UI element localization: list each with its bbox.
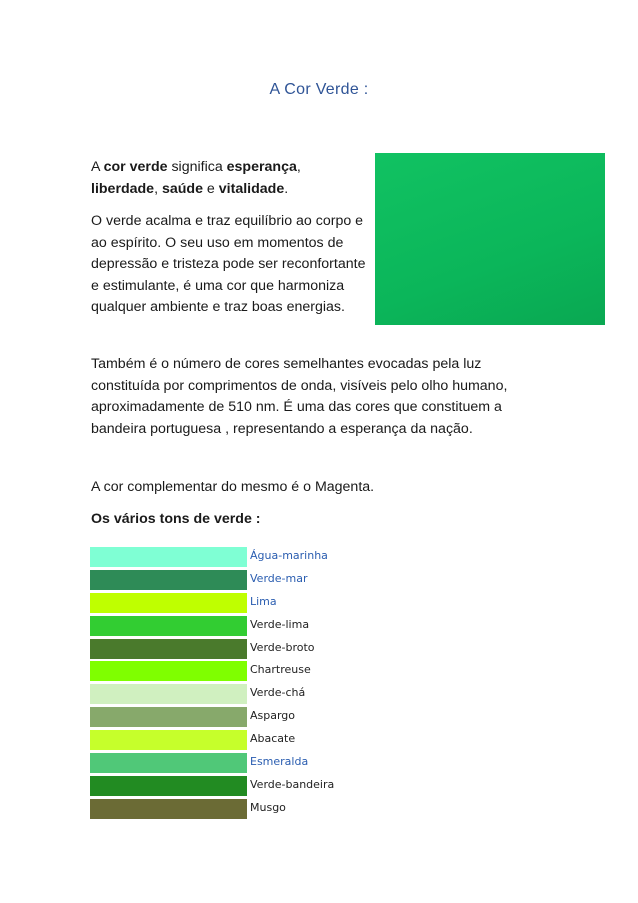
tone-row <box>90 683 340 706</box>
tone-row <box>90 752 340 775</box>
tone-row <box>90 706 340 729</box>
green-color-swatch <box>375 153 605 325</box>
tone-row <box>90 660 340 683</box>
tone-label-link[interactable]: Lima <box>250 594 277 608</box>
tone-label: Abacate <box>250 732 296 746</box>
tone-color-bar <box>90 547 247 567</box>
intro-paragraph: A cor verde significa esperança, liberdade, saúde e vitalidade. <box>91 159 301 197</box>
tone-label: Aspargo <box>250 709 296 723</box>
tone-label-link[interactable]: Verde-mar <box>250 571 308 585</box>
tone-color-bar <box>90 639 247 659</box>
tone-color-bar <box>90 684 247 704</box>
tones-list <box>90 546 340 821</box>
tone-row <box>90 615 340 638</box>
effects-paragraph: O verde acalma e traz equilíbrio ao corpo e ao espírito. O seu uso em momentos de depressão e tristeza pode ser reconfortante e estimulante, é uma cor que harmoniza qualquer ambiente e traz boas energias. <box>91 213 366 315</box>
tone-label: Musgo <box>250 800 286 814</box>
tone-row <box>90 798 340 821</box>
tone-color-bar <box>90 570 247 590</box>
tone-label-link[interactable]: Água-marinha <box>250 549 328 562</box>
tone-color-bar <box>90 593 247 613</box>
tone-label: Chartreuse <box>250 663 311 677</box>
tone-row <box>90 546 340 569</box>
tone-row <box>90 569 340 592</box>
tone-color-bar <box>90 776 247 796</box>
tone-color-bar <box>90 616 247 636</box>
tone-label: Verde-chá <box>250 686 306 700</box>
tone-color-bar <box>90 730 247 750</box>
tone-color-bar <box>90 799 247 819</box>
complementary-paragraph: A cor complementar do mesmo é o Magenta. <box>91 479 375 495</box>
tone-label: Verde-bandeira <box>250 777 335 791</box>
tones-heading: Os vários tons de verde : <box>91 511 261 527</box>
tone-color-bar <box>90 753 247 773</box>
tone-row <box>90 592 340 615</box>
page-title: A Cor Verde : <box>269 81 369 98</box>
tone-row <box>90 638 340 661</box>
tone-label-link[interactable]: Esmeralda <box>250 755 309 769</box>
wavelength-paragraph: Também é o número de cores semelhantes evocadas pela luz constituída por comprimentos de onda, visíveis pelo olho humano, aproximadamente de 510 nm. É uma das cores que constituem a bandeira portuguesa , representando a esperança da nação. <box>91 356 508 437</box>
tone-color-bar <box>90 707 247 727</box>
tone-row <box>90 729 340 752</box>
tone-color-bar <box>90 661 247 681</box>
tone-label: Verde-broto <box>250 640 315 654</box>
tone-label: Verde-lima <box>250 617 310 631</box>
tone-row <box>90 775 340 798</box>
